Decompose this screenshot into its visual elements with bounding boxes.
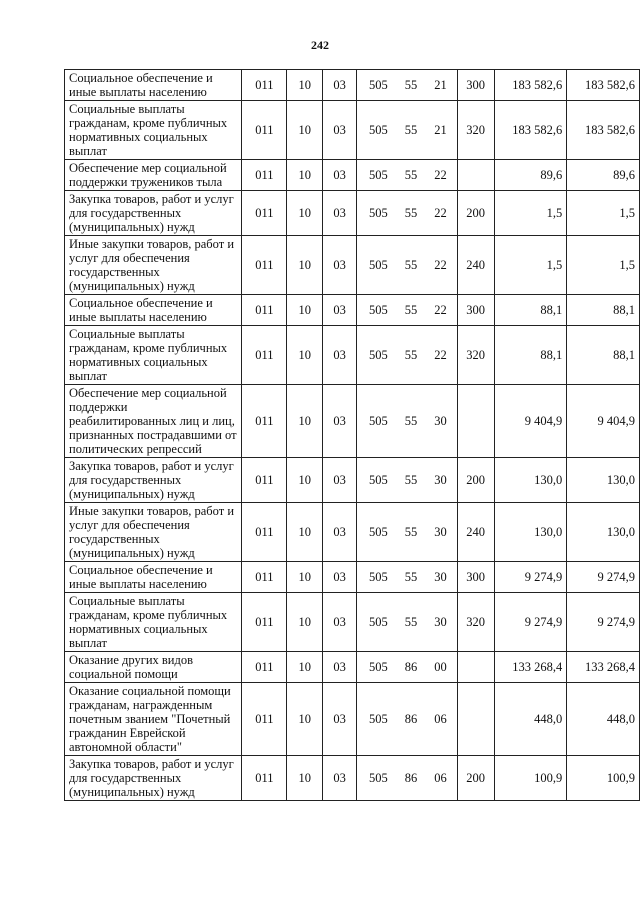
table-row [65,458,640,503]
target-article-cell [357,593,458,652]
subsection-code-cell: 03 [323,683,357,756]
grbs-code-cell: 011 [242,593,287,652]
section-code-cell: 10 [287,458,323,503]
budget-table-body [65,70,640,801]
grbs-code-cell: 011 [242,191,287,236]
section-code-cell: 10 [287,295,323,326]
target-article-part: 22 [434,348,447,362]
target-article-part: 505 [369,570,388,584]
amount-cell: 183 582,6 [494,70,567,101]
expense-type-cell: 300 [457,295,494,326]
target-article-part: 86 [404,771,418,785]
target-article-part: 55 [404,168,418,182]
target-article-part: 505 [369,414,388,428]
target-article-cell [357,756,458,801]
amount-cell: 9 274,9 [567,562,640,593]
table-row [65,562,640,593]
subsection-code-cell: 03 [323,191,357,236]
target-article-code [361,303,453,317]
target-article-part: 86 [404,660,418,674]
target-article-part: 505 [369,473,388,487]
expense-type-cell: 300 [457,70,494,101]
target-article-part: 30 [434,414,447,428]
grbs-code-cell: 011 [242,683,287,756]
budget-table [64,69,640,801]
grbs-code-cell: 011 [242,295,287,326]
target-article-part: 30 [434,570,447,584]
target-article-part: 505 [369,712,388,726]
expense-type-cell [457,160,494,191]
target-article-part: 22 [434,168,447,182]
section-code-cell: 10 [287,756,323,801]
target-article-code [361,258,453,272]
expense-name-cell: Социальное обеспечение и иные выплаты населению [65,562,242,593]
expense-type-cell: 300 [457,562,494,593]
target-article-code [361,348,453,362]
section-code-cell: 10 [287,191,323,236]
amount-cell: 88,1 [494,295,567,326]
expense-name-cell: Социальное обеспечение и иные выплаты населению [65,70,242,101]
table-row [65,756,640,801]
amount-cell: 130,0 [567,458,640,503]
subsection-code-cell: 03 [323,756,357,801]
expense-type-cell [457,683,494,756]
expense-type-cell: 200 [457,458,494,503]
target-article-code [361,168,453,182]
expense-name-cell: Иные закупки товаров, работ и услуг для обеспечения государственных (муниципальных) нужд [65,503,242,562]
target-article-part: 505 [369,168,388,182]
target-article-part: 06 [434,712,447,726]
target-article-cell [357,295,458,326]
expense-type-cell: 320 [457,326,494,385]
target-article-part: 22 [434,258,447,272]
amount-cell: 9 274,9 [567,593,640,652]
subsection-code-cell: 03 [323,236,357,295]
subsection-code-cell: 03 [323,385,357,458]
subsection-code-cell: 03 [323,160,357,191]
amount-cell: 89,6 [494,160,567,191]
amount-cell: 9 404,9 [494,385,567,458]
grbs-code-cell: 011 [242,101,287,160]
target-article-code [361,660,453,674]
target-article-part: 22 [434,206,447,220]
section-code-cell: 10 [287,70,323,101]
section-code-cell: 10 [287,385,323,458]
amount-cell: 1,5 [567,236,640,295]
target-article-cell [357,458,458,503]
grbs-code-cell: 011 [242,503,287,562]
amount-cell: 448,0 [567,683,640,756]
table-row [65,160,640,191]
target-article-part: 505 [369,771,388,785]
table-row [65,503,640,562]
table-row [65,236,640,295]
expense-name-cell: Закупка товаров, работ и услуг для государственных (муниципальных) нужд [65,191,242,236]
target-article-part: 55 [404,123,418,137]
section-code-cell: 10 [287,236,323,295]
target-article-part: 21 [434,123,447,137]
subsection-code-cell: 03 [323,652,357,683]
amount-cell: 448,0 [494,683,567,756]
target-article-cell [357,652,458,683]
target-article-part: 505 [369,206,388,220]
expense-name-cell: Обеспечение мер социальной поддержки тружеников тыла [65,160,242,191]
grbs-code-cell: 011 [242,385,287,458]
table-row [65,295,640,326]
target-article-part: 55 [404,473,418,487]
page-number: 242 [311,38,329,52]
grbs-code-cell: 011 [242,236,287,295]
section-code-cell: 10 [287,101,323,160]
section-code-cell: 10 [287,593,323,652]
expense-name-cell: Социальные выплаты гражданам, кроме публичных нормативных социальных выплат [65,593,242,652]
expense-name-cell: Социальное обеспечение и иные выплаты населению [65,295,242,326]
target-article-part: 505 [369,348,388,362]
target-article-part: 505 [369,615,388,629]
amount-cell: 9 274,9 [494,562,567,593]
expense-type-cell: 240 [457,236,494,295]
target-article-part: 86 [404,712,418,726]
table-row [65,385,640,458]
target-article-cell [357,160,458,191]
target-article-code [361,206,453,220]
amount-cell: 130,0 [567,503,640,562]
target-article-code [361,771,453,785]
section-code-cell: 10 [287,562,323,593]
amount-cell: 133 268,4 [494,652,567,683]
expense-name-cell: Закупка товаров, работ и услуг для государственных (муниципальных) нужд [65,458,242,503]
target-article-cell [357,385,458,458]
target-article-part: 55 [404,78,418,92]
expense-name-cell: Оказание социальной помощи гражданам, награжденным почетным званием "Почетный гражданин Еврейской автономной области" [65,683,242,756]
amount-cell: 183 582,6 [494,101,567,160]
target-article-part: 22 [434,303,447,317]
amount-cell: 88,1 [567,295,640,326]
target-article-cell [357,683,458,756]
target-article-part: 505 [369,258,388,272]
target-article-part: 55 [404,615,418,629]
target-article-code [361,78,453,92]
grbs-code-cell: 011 [242,652,287,683]
target-article-part: 55 [404,525,418,539]
grbs-code-cell: 011 [242,70,287,101]
target-article-cell [357,326,458,385]
target-article-part: 505 [369,303,388,317]
target-article-part: 505 [369,123,388,137]
table-row [65,101,640,160]
section-code-cell: 10 [287,683,323,756]
target-article-code [361,473,453,487]
grbs-code-cell: 011 [242,458,287,503]
amount-cell: 9 404,9 [567,385,640,458]
target-article-cell [357,70,458,101]
expense-type-cell: 200 [457,756,494,801]
subsection-code-cell: 03 [323,295,357,326]
target-article-part: 505 [369,660,388,674]
target-article-cell [357,236,458,295]
amount-cell: 1,5 [494,236,567,295]
target-article-code [361,525,453,539]
table-row [65,593,640,652]
subsection-code-cell: 03 [323,503,357,562]
amount-cell: 89,6 [567,160,640,191]
target-article-code [361,712,453,726]
expense-type-cell: 200 [457,191,494,236]
target-article-code [361,123,453,137]
target-article-part: 55 [404,303,418,317]
amount-cell: 1,5 [567,191,640,236]
amount-cell: 88,1 [494,326,567,385]
target-article-code [361,570,453,584]
grbs-code-cell: 011 [242,326,287,385]
subsection-code-cell: 03 [323,70,357,101]
table-row [65,326,640,385]
table-row [65,683,640,756]
expense-name-cell: Закупка товаров, работ и услуг для государственных (муниципальных) нужд [65,756,242,801]
amount-cell: 100,9 [494,756,567,801]
section-code-cell: 10 [287,652,323,683]
table-row [65,191,640,236]
target-article-part: 21 [434,78,447,92]
target-article-code [361,615,453,629]
grbs-code-cell: 011 [242,756,287,801]
amount-cell: 183 582,6 [567,70,640,101]
amount-cell: 9 274,9 [494,593,567,652]
grbs-code-cell: 011 [242,562,287,593]
subsection-code-cell: 03 [323,458,357,503]
subsection-code-cell: 03 [323,101,357,160]
target-article-cell [357,562,458,593]
target-article-part: 505 [369,78,388,92]
target-article-cell [357,191,458,236]
target-article-code [361,414,453,428]
target-article-part: 06 [434,771,447,785]
target-article-part: 55 [404,570,418,584]
expense-type-cell [457,385,494,458]
amount-cell: 133 268,4 [567,652,640,683]
target-article-part: 30 [434,615,447,629]
expense-type-cell: 320 [457,593,494,652]
amount-cell: 130,0 [494,458,567,503]
table-row [65,652,640,683]
target-article-part: 55 [404,258,418,272]
amount-cell: 88,1 [567,326,640,385]
table-row [65,70,640,101]
expense-name-cell: Обеспечение мер социальной поддержки реабилитированных лиц и лиц, признанных пострадавшими от политических репрессий [65,385,242,458]
amount-cell: 1,5 [494,191,567,236]
subsection-code-cell: 03 [323,326,357,385]
target-article-cell [357,101,458,160]
grbs-code-cell: 011 [242,160,287,191]
target-article-part: 30 [434,473,447,487]
target-article-cell [357,503,458,562]
target-article-part: 55 [404,348,418,362]
target-article-part: 30 [434,525,447,539]
expense-type-cell: 320 [457,101,494,160]
expense-type-cell [457,652,494,683]
section-code-cell: 10 [287,503,323,562]
expense-name-cell: Социальные выплаты гражданам, кроме публичных нормативных социальных выплат [65,326,242,385]
subsection-code-cell: 03 [323,562,357,593]
target-article-part: 55 [404,414,418,428]
expense-name-cell: Оказание других видов социальной помощи [65,652,242,683]
expense-type-cell: 240 [457,503,494,562]
target-article-part: 55 [404,206,418,220]
expense-name-cell: Социальные выплаты гражданам, кроме публичных нормативных социальных выплат [65,101,242,160]
expense-name-cell: Иные закупки товаров, работ и услуг для обеспечения государственных (муниципальных) нужд [65,236,242,295]
target-article-part: 505 [369,525,388,539]
amount-cell: 100,9 [567,756,640,801]
section-code-cell: 10 [287,160,323,191]
amount-cell: 130,0 [494,503,567,562]
subsection-code-cell: 03 [323,593,357,652]
target-article-part: 00 [434,660,447,674]
section-code-cell: 10 [287,326,323,385]
amount-cell: 183 582,6 [567,101,640,160]
